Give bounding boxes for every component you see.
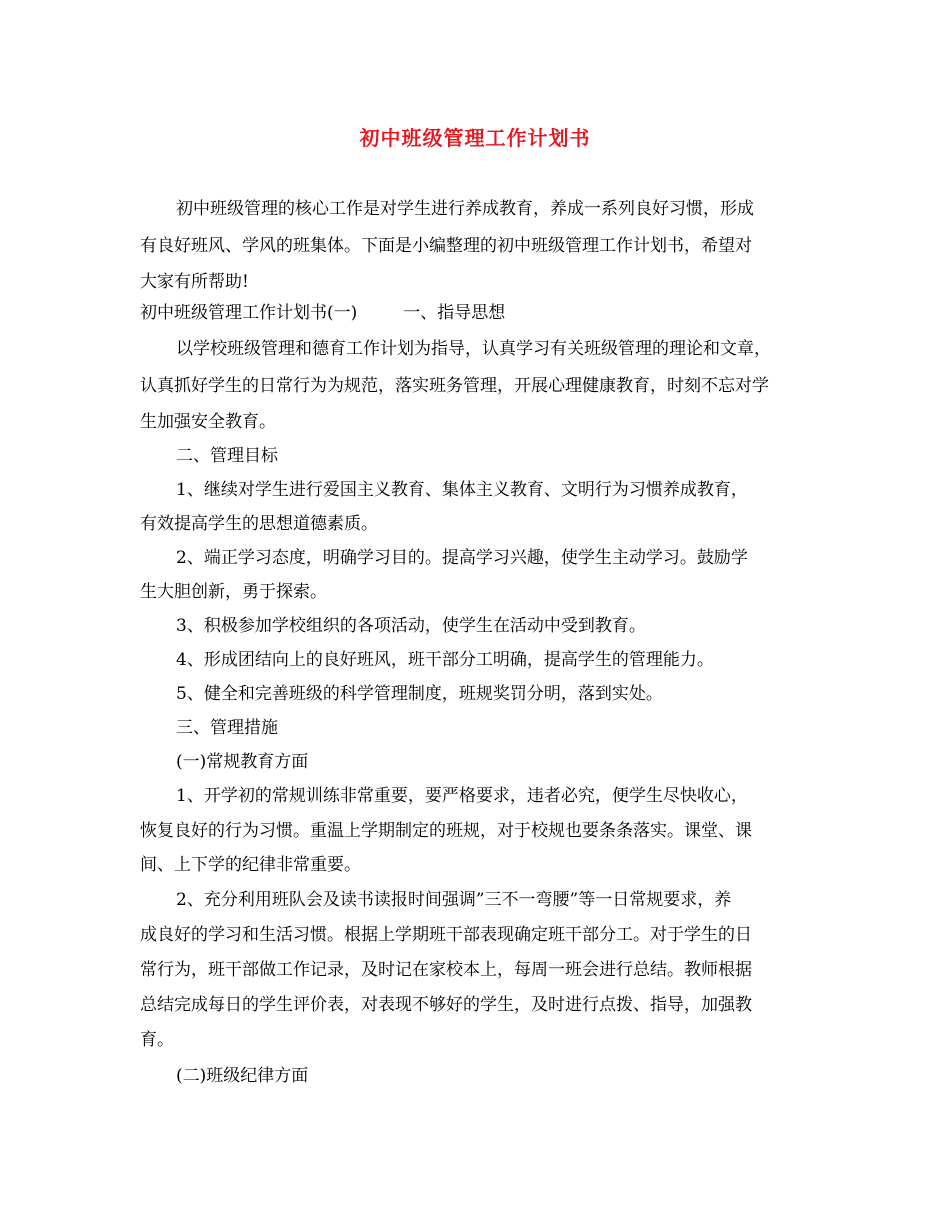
paragraph-line: 初中班级管理的核心工作是对学生进行养成教育，养成一系列良好习惯，形成 <box>176 199 754 219</box>
paragraph-line: 认真抓好学生的日常行为为规范，落实班务管理，开展心理健康教育，时刻不忘对学 <box>140 376 769 396</box>
subheading: 二、管理目标 <box>176 446 278 466</box>
paragraph-line: 大家有所帮助! <box>140 272 249 292</box>
section-heading-part: 初中班级管理工作计划书(一) <box>140 303 358 323</box>
paragraph-line: 4、形成团结向上的良好班风，班干部分工明确，提高学生的管理能力。 <box>176 650 714 670</box>
paragraph-line: 生大胆创新，勇于探索。 <box>140 582 327 602</box>
section-heading-item: 一、指导思想 <box>403 303 506 323</box>
paragraph-line: 有效提高学生的思想道德素质。 <box>140 514 378 534</box>
paragraph-line: 间、上下学的纪律非常重要。 <box>140 855 361 875</box>
paragraph-line: 3、积极参加学校组织的各项活动，使学生在活动中受到教育。 <box>176 616 646 636</box>
paragraph-line: 1、开学初的常规训练非常重要，要严格要求，违者必究，便学生尽快收心， <box>176 786 748 806</box>
paragraph-line: 1、继续对学生进行爱国主义教育、集体主义教育、文明行为习惯养成教育， <box>176 480 748 500</box>
paragraph-line: 总结完成每日的学生评价表，对表现不够好的学生，及时进行点拨、指导，加强教 <box>140 995 752 1015</box>
paragraph-line: 成良好的学习和生活习惯。根据上学期班干部表现确定班干部分工。对于学生的日 <box>140 925 752 945</box>
subheading: (二)班级纪律方面 <box>176 1066 309 1086</box>
document-title: 初中班级管理工作计划书 <box>359 126 591 150</box>
paragraph-line: 5、健全和完善班级的科学管理制度，班规奖罚分明，落到实处。 <box>176 684 663 704</box>
paragraph-line: 有良好班风、学风的班集体。下面是小编整理的初中班级管理工作计划书，希望对 <box>140 236 752 256</box>
paragraph-line: 育。 <box>140 1030 174 1050</box>
paragraph-line: 以学校班级管理和德育工作计划为指导，认真学习有关班级管理的理论和文章， <box>176 339 771 359</box>
paragraph-line: 生加强安全教育。 <box>140 412 276 432</box>
paragraph-line: 2、充分利用班队会及读书读报时间强调”三不一弯腰”等一日常规要求，养 <box>176 890 732 910</box>
paragraph-line: 2、端正学习态度，明确学习目的。提高学习兴趣，使学生主动学习。鼓励学 <box>176 548 748 568</box>
paragraph-line: 常行为，班干部做工作记录，及时记在家校本上，每周一班会进行总结。教师根据 <box>140 960 752 980</box>
subheading: 三、管理措施 <box>176 718 278 738</box>
section-heading <box>140 301 505 325</box>
subheading: (一)常规教育方面 <box>176 752 309 772</box>
paragraph-line: 恢复良好的行为习惯。重温上学期制定的班规，对于校规也要条条落实。课堂、课 <box>140 821 752 841</box>
